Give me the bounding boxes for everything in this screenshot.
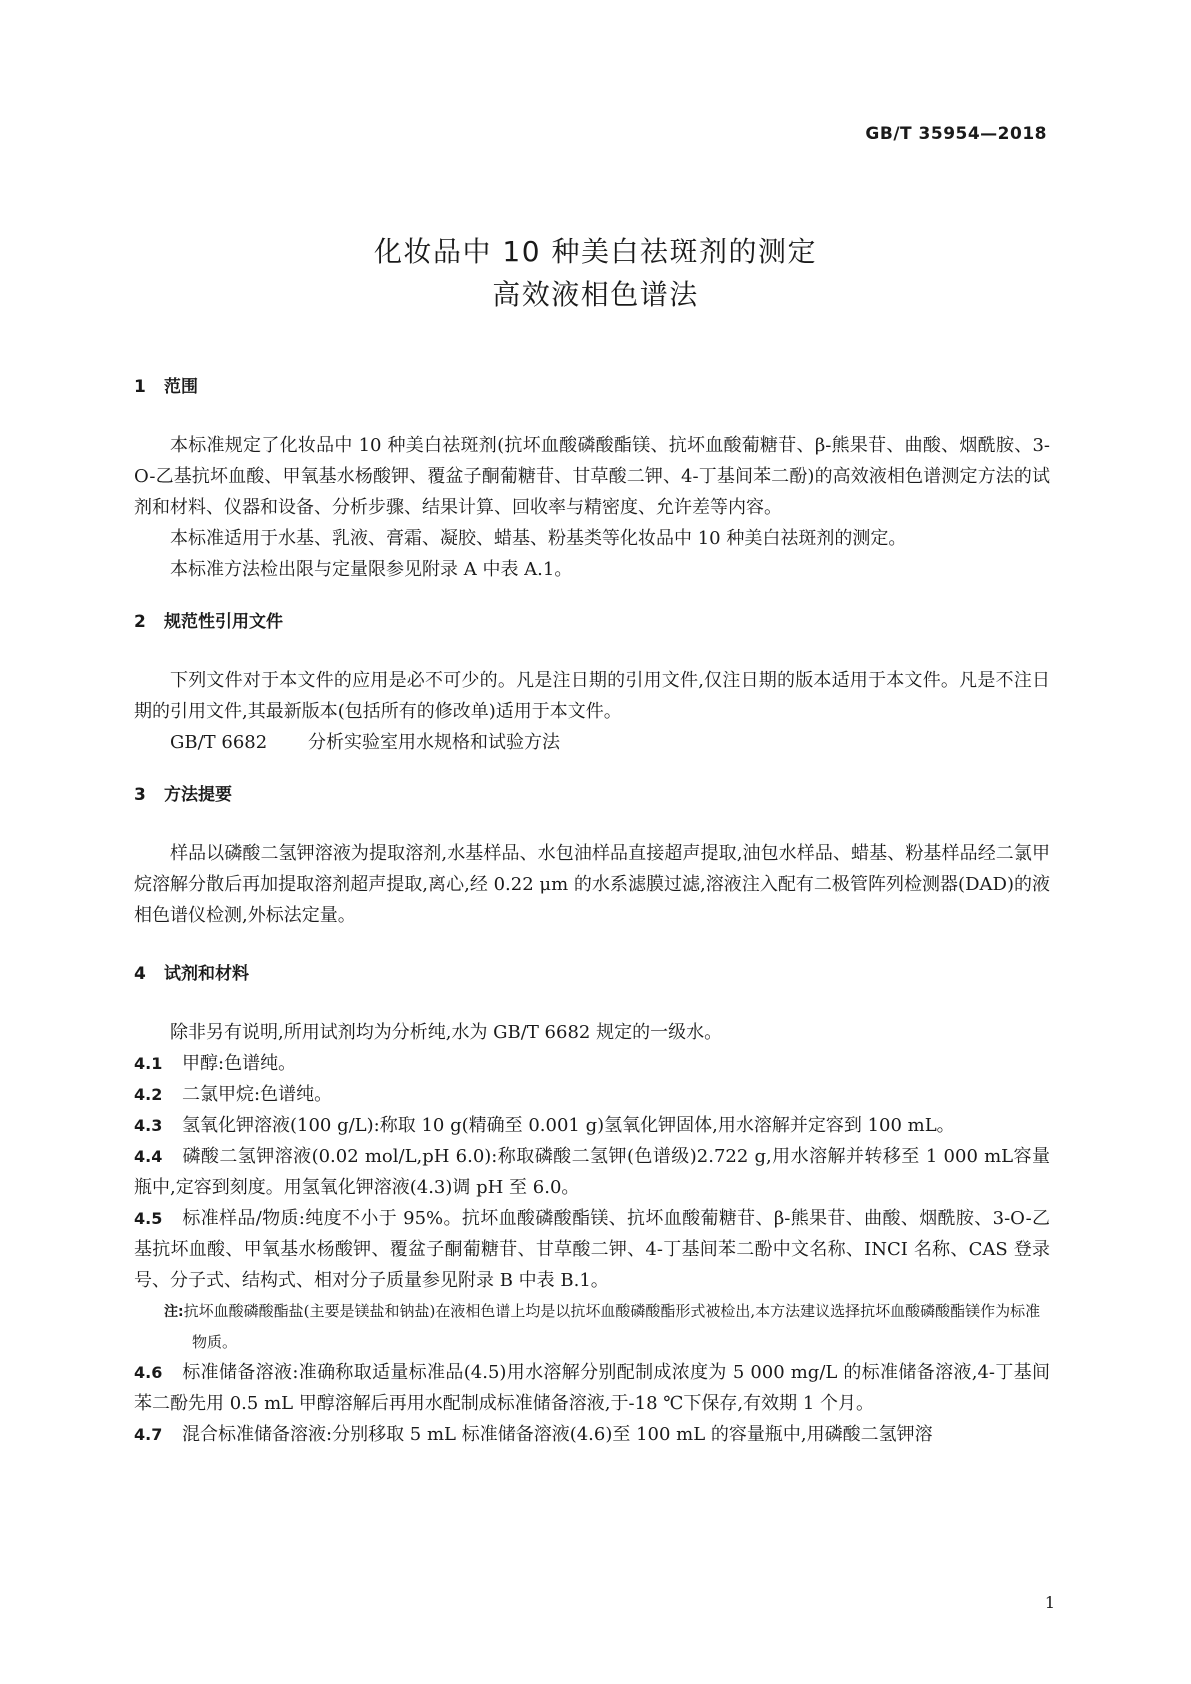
reference-code: GB/T 6682 xyxy=(170,732,268,753)
clause-4-7: 4.7 混合标准储备溶液:分别移取 5 mL 标准储备溶液(4.6)至 100 mL 的容量瓶中,用磷酸二氢钾溶 xyxy=(134,1424,933,1445)
clause-4-4: 4.4 磷酸二氢钾溶液(0.02 mol/L,pH 6.0):称取磷酸二氢钾(色谱级)2.722 g,用水溶解并转移至 1 000 mL容量瓶中,定容到刻度。用氢氧化钾溶液(4.3)调 pH 至 6.0。 xyxy=(134,1146,1050,1198)
scope-paragraph-3: 本标准方法检出限与定量限参见附录 A 中表 A.1。 xyxy=(170,559,573,580)
document-title xyxy=(0,230,1191,316)
clause-4-2: 4.2 二氯甲烷:色谱纯。 xyxy=(134,1084,333,1105)
section-title: 试剂和材料 xyxy=(164,964,249,984)
method-principle-paragraph: 样品以磷酸二氢钾溶液为提取溶剂,水基样品、水包油样品直接超声提取,油包水样品、蜡基、粉基样品经二氯甲烷溶解分散后再加提取溶剂超声提取,离心,经 0.22 μm 的水系滤膜过滤,溶液注入配有二极管阵列检测器(DAD)的液相色谱仪检测,外标法定量。 xyxy=(134,843,1050,926)
section-1-heading xyxy=(134,372,1050,403)
section-title: 规范性引用文件 xyxy=(164,612,283,632)
note-label: 注: xyxy=(164,1304,184,1320)
section-number: 4 xyxy=(134,964,146,984)
title-line-1: 化妆品中 10 种美白祛斑剂的测定 xyxy=(374,235,817,268)
note-text: 抗坏血酸磷酸酯盐(主要是镁盐和钠盐)在液相色谱上均是以抗坏血酸磷酸酯形式被检出,本方法建议选择抗坏血酸磷酸酯镁作为标准物质。 xyxy=(183,1302,1041,1351)
clause-4-3: 4.3 氢氧化钾溶液(100 g/L):称取 10 g(精确至 0.001 g)氢氧化钾固体,用水溶解并定容到 100 mL。 xyxy=(134,1115,955,1136)
section-3-heading xyxy=(134,780,1050,811)
scope-paragraph-2: 本标准适用于水基、乳液、膏霜、凝胶、蜡基、粉基类等化妆品中 10 种美白祛斑剂的测定。 xyxy=(170,528,907,549)
clause-4-5: 4.5 标准样品/物质:纯度不小于 95%。抗坏血酸磷酸酯镁、抗坏血酸葡糖苷、β-熊果苷、曲酸、烟酰胺、3-O-乙基抗坏血酸、甲氧基水杨酸钾、覆盆子酮葡糖苷、甘草酸二钾、4-丁基间苯二酚中文名称、INCI 名称、CAS 登录号、分子式、结构式、相对分子质量参见附录 B 中表 B.1。 xyxy=(134,1208,1050,1291)
section-number: 2 xyxy=(134,612,146,632)
reference-title: 分析实验室用水规格和试验方法 xyxy=(308,732,560,753)
reference-entry xyxy=(134,727,1050,758)
clause-4-1: 4.1 甲醇:色谱纯。 xyxy=(134,1053,297,1074)
page-number: 1 xyxy=(1044,1593,1055,1612)
reagents-intro: 除非另有说明,所用试剂均为分析纯,水为 GB/T 6682 规定的一级水。 xyxy=(170,1022,723,1043)
section-number: 1 xyxy=(134,377,146,397)
clause-4-5-note xyxy=(134,1296,1050,1357)
section-4-heading xyxy=(134,959,1050,990)
scope-paragraph-1: 本标准规定了化妆品中 10 种美白祛斑剂(抗坏血酸磷酸酯镁、抗坏血酸葡糖苷、β-熊果苷、曲酸、烟酰胺、3-O-乙基抗坏血酸、甲氧基水杨酸钾、覆盆子酮葡糖苷、甘草酸二钾、4-丁基间苯二酚)的高效液相色谱测定方法的试剂和材料、仪器和设备、分析步骤、结果计算、回收率与精密度、允许差等内容。 xyxy=(134,435,1050,518)
normative-references-paragraph: 下列文件对于本文件的应用是必不可少的。凡是注日期的引用文件,仅注日期的版本适用于本文件。凡是不注日期的引用文件,其最新版本(包括所有的修改单)适用于本文件。 xyxy=(134,670,1050,722)
section-title: 范围 xyxy=(164,377,198,397)
clause-4-6: 4.6 标准储备溶液:准确称取适量标准品(4.5)用水溶解分别配制成浓度为 5 000 mg/L 的标准储备溶液,4-丁基间苯二酚先用 0.5 mL 甲醇溶解后再用水配制成标准储备溶液,于-18 ℃下保存,有效期 1 个月。 xyxy=(134,1362,1050,1414)
section-number: 3 xyxy=(134,785,146,805)
standard-code: GB/T 35954—2018 xyxy=(865,124,1047,144)
section-2-heading xyxy=(134,607,1050,638)
section-title: 方法提要 xyxy=(164,785,232,805)
title-line-2: 高效液相色谱法 xyxy=(492,278,699,311)
document-body xyxy=(134,372,1050,1450)
